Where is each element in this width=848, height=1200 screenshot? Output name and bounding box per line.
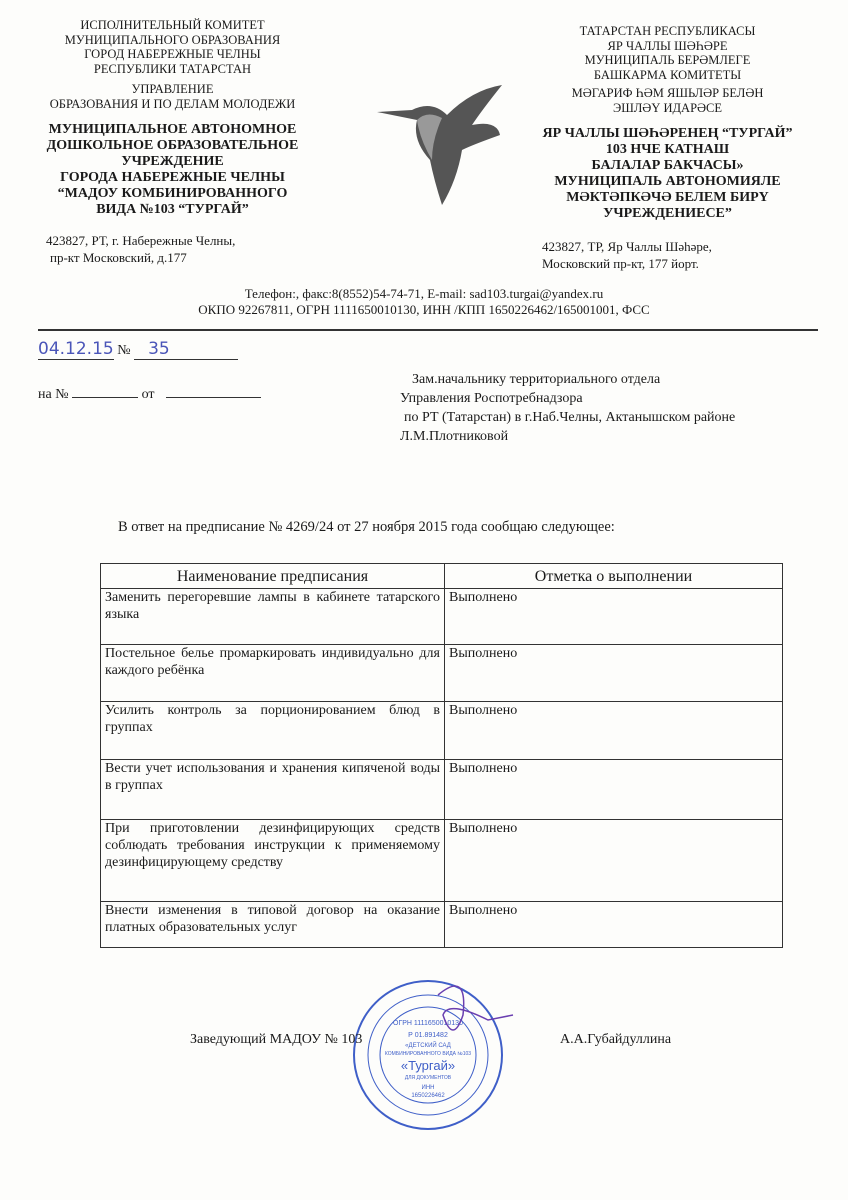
text: ГОРОДА НАБЕРЕЖНЫЕ ЧЕЛНЫ [60,170,285,185]
text: ОКПО 92267811, ОГРН 1111650010130, ИНН /КПП 1650226462/165001001, ФСС [198,302,650,317]
table-row [101,589,783,645]
text: Управления Роспотребнадзора [400,391,583,406]
text: на № [38,387,69,402]
text: ГОРОД НАБЕРЕЖНЫЕ ЧЕЛНЫ [84,47,261,61]
text: “МАДОУ КОМБИНИРОВАННОГО [57,186,288,201]
header-right-address [542,238,712,272]
cell: При приготовлении дезинфицирующих средств соблюдать требования инструкции к применяемому дезинфицирующему средству [101,820,445,902]
official-stamp [338,975,518,1140]
text: 423827, ТР, Яр Чаллы Шәһәре, [542,239,712,254]
hummingbird-logo [372,80,507,210]
text: ТАТАРСТАН РЕСПУБЛИКАСЫ [579,24,756,38]
header-divider [38,329,818,331]
text: пр-кт Московский, д.177 [50,250,187,265]
outgoing-ref [38,340,238,360]
prescriptions-table [100,563,783,948]
cell: Выполнено [445,760,783,820]
text: ДОШКОЛЬНОЕ ОБРАЗОВАТЕЛЬНОЕ [46,138,299,153]
text: Л.М.Плотниковой [400,429,509,444]
text: МУНИЦИПАЛЬ БЕРӘМЛЕГЕ [584,53,751,67]
text: по РТ (Татарстан) в г.Наб.Челны, Актанышском районе [404,410,736,425]
outgoing-date: 04.12.15 [38,339,114,359]
text: ЯР ЧАЛЛЫ ШӘҺӘРЕ [607,38,728,53]
contacts [0,286,848,318]
header-right-org [520,126,815,222]
svg-text:ОГРН 1111650010130: ОГРН 1111650010130 [393,1020,463,1027]
text: ЯР ЧАЛЛЫ ШӘҺӘРЕНЕҢ “ТУРГАЙ” [542,126,793,141]
text: 103 НЧЕ КАТНАШ [605,142,730,157]
svg-text:КОМБИНИРОВАННОГО ВИДА №103: КОМБИНИРОВАННОГО ВИДА №103 [384,1051,472,1057]
intro-text: В ответ на предписание № 4269/24 от 27 ноября 2015 года сообщаю следующее: [118,519,615,535]
table-row [101,902,783,948]
header-left-address [46,232,235,266]
table-header [101,564,783,589]
text: ВИДА №103 “ТУРГАЙ” [96,202,249,217]
cell: Выполнено [445,645,783,702]
signer-position: Заведующий МАДОУ № 103 [190,1032,363,1047]
text: МӘГАРИФ ҺӘМ ЯШЬЛӘР БЕЛӘН [571,86,764,100]
column-header: Отметка о выполнении [445,564,783,589]
cell: Выполнено [445,589,783,645]
text: Зам.начальнику территориального отдела [412,372,661,387]
text: ИСПОЛНИТЕЛЬНЫЙ КОМИТЕТ [80,18,265,32]
outgoing-number: 35 [134,340,238,360]
text: УПРАВЛЕНИЕ [131,82,214,96]
column-header: Наименование предписания [101,564,445,589]
text: МӘКТӘПКӘЧӘ БЕЛЕМ БИРҮ [566,190,769,205]
text: МУНИЦИПАЛЬНОГО ОБРАЗОВАНИЯ [64,32,281,47]
text: Телефон:, факс:8(8552)54-74-71, E-mail: sad103.turgai@yandex.ru [244,286,604,301]
table-row [101,760,783,820]
text: БАЛАЛАР БАКЧАСЫ» [591,158,744,173]
text: РЕСПУБЛИКИ ТАТАРСТАН [93,61,252,76]
cell: Заменить перегоревшие лампы в кабинете татарского языка [101,589,445,645]
text: БАШКАРМА КОМИТЕТЫ [593,67,742,82]
header-right-department [540,86,795,115]
svg-text:1650226462: 1650226462 [411,1093,445,1099]
svg-text:«Тургай»: «Тургай» [400,1058,456,1073]
text: ЭШЛӘҮ ИДАРӘСЕ [612,100,723,115]
text: от [141,387,155,402]
addressee [400,370,735,446]
incoming-ref [38,385,261,404]
signer-name: А.А.Губайдуллина [560,1032,672,1047]
text: УЧРЕЖДЕНИЕ [121,154,224,169]
header-right-committee [540,24,795,82]
cell: Выполнено [445,702,783,760]
cell: Усилить контроль за порционированием блюд в группах [101,702,445,760]
text: 423827, РТ, г. Набережные Челны, [46,233,236,248]
text: МУНИЦИПАЛЬ АВТОНОМИЯЛЕ [554,174,781,189]
svg-text:ИНН: ИНН [421,1085,435,1091]
cell: Выполнено [445,820,783,902]
cell: Выполнено [445,902,783,948]
text: Московский пр-кт, 177 йорт. [542,256,699,271]
table-row [101,702,783,760]
svg-text:«ДЕТСКИЙ САД: «ДЕТСКИЙ САД [405,1043,451,1049]
cell: Постельное белье промаркировать индивидуально для каждого ребёнка [101,645,445,702]
text: № [117,343,131,358]
table-row [101,645,783,702]
svg-text:ДЛЯ ДОКУМЕНТОВ: ДЛЯ ДОКУМЕНТОВ [404,1075,452,1081]
text: ОБРАЗОВАНИЯ И ПО ДЕЛАМ МОЛОДЕЖИ [49,96,296,111]
svg-text:Р 01.891482: Р 01.891482 [408,1032,448,1039]
header-left-department [40,82,305,111]
cell: Вести учет использования и хранения кипяченой воды в группах [101,760,445,820]
text: УЧРЕЖДЕНИЕСЕ” [603,206,732,221]
cell: Внести изменения в типовой договор на оказание платных образовательных услуг [101,902,445,948]
header-left-org [30,122,315,218]
header-left-committee [40,18,305,76]
table-row [101,820,783,902]
text: МУНИЦИПАЛЬНОЕ АВТОНОМНОЕ [48,122,297,137]
